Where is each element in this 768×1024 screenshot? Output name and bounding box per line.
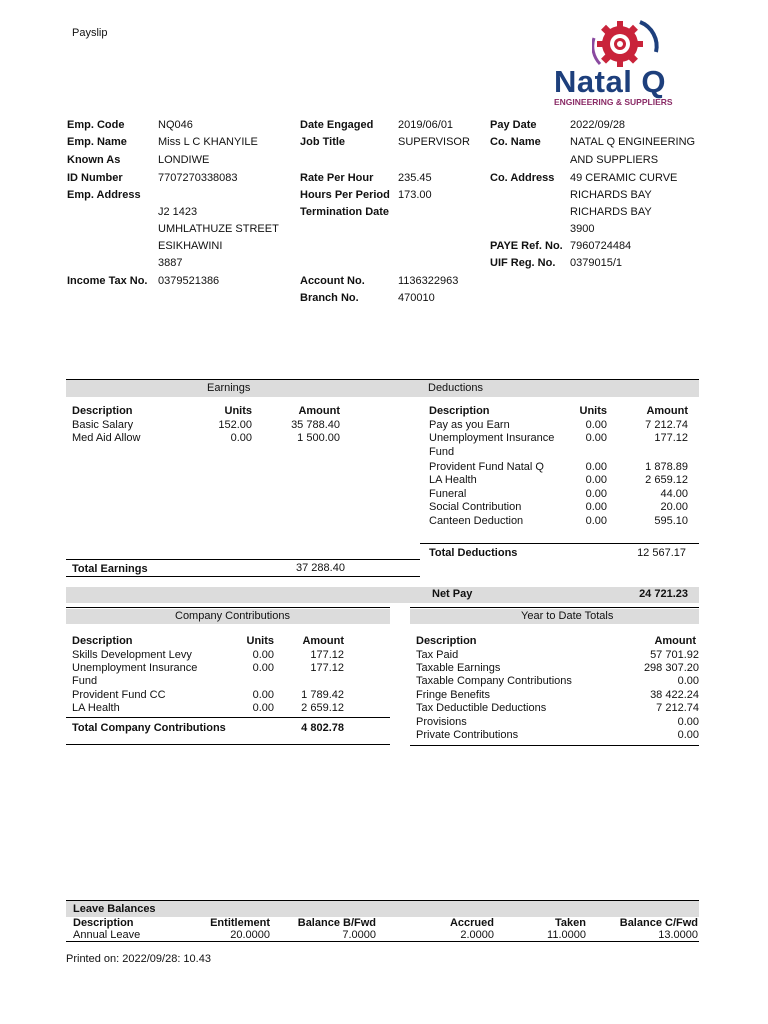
total-deductions-label: Total Deductions (429, 547, 518, 559)
ytd-row-amount: 0.00 (677, 675, 699, 687)
earnings-row-amount: 1 500.00 (297, 432, 340, 444)
deductions-row-units: 0.00 (585, 501, 607, 513)
ytd-row-description: Tax Deductible Deductions (416, 702, 547, 714)
total-earnings-label: Total Earnings (72, 563, 148, 575)
leave-header (66, 901, 699, 917)
ytd-row-description: Fringe Benefits (416, 689, 490, 701)
income-tax-value: 0379521386 (158, 275, 220, 287)
ytd-row-description: Taxable Company Contributions (416, 675, 572, 687)
leave-header-accrued: Accrued (449, 917, 494, 929)
leave-row-accrued: 2.0000 (460, 929, 494, 941)
ytd-row-description: Provisions (416, 716, 467, 728)
printed-on-value: 2022/09/28: 10.43 (122, 953, 211, 965)
ytd-row-amount: 38 422.24 (650, 689, 699, 701)
ytd-row-amount: 298 307.20 (643, 662, 699, 674)
contributions-row-amount: 177.12 (310, 662, 344, 674)
deductions-row-description: Unemployment Insurance (429, 432, 555, 444)
ytd-header-description: Description (416, 635, 477, 647)
earnings-row-description: Basic Salary (72, 419, 134, 431)
earnings-row-amount: 35 788.40 (291, 419, 340, 431)
contributions-row-units: 0.00 (252, 662, 274, 674)
printed-on (66, 953, 211, 965)
contributions-title: Company Contributions (175, 610, 290, 622)
leave-header-entitlement: Entitlement (210, 917, 270, 929)
earnings-row-units: 0.00 (230, 432, 252, 444)
hours-label: Hours Per Period (300, 189, 390, 201)
emp-address-line: UMHLATHUZE STREET (158, 223, 279, 235)
deductions-title: Deductions (428, 382, 484, 394)
deductions-row-amount: 595.10 (654, 515, 688, 527)
contributions-row-description: LA Health (72, 702, 120, 714)
contributions-row-description: Skills Development Levy (72, 649, 192, 661)
earnings-header-description: Description (72, 405, 133, 417)
total-contributions-label: Total Company Contributions (72, 722, 226, 734)
date-engaged-value: 2019/06/01 (398, 119, 454, 131)
leave-row-entitlement: 20.0000 (230, 929, 270, 941)
ytd-row-description: Private Contributions (416, 729, 519, 741)
deductions-row-description: Canteen Deduction (429, 515, 524, 527)
leave-row-description: Annual Leave (73, 929, 141, 941)
contributions-row-units: 0.00 (252, 702, 274, 714)
emp-name-label: Emp. Name (67, 136, 127, 148)
contributions-row-amount: 2 659.12 (301, 702, 344, 714)
leave-row-cfwd: 13.0000 (658, 929, 698, 941)
company-logo (552, 14, 682, 108)
emp-code-label: Emp. Code (67, 119, 125, 131)
leave-header-taken: Taken (555, 917, 586, 929)
paye-value: 7960724484 (570, 240, 632, 252)
branch-value: 470010 (398, 292, 435, 304)
co-name-line: NATAL Q ENGINEERING (570, 136, 696, 148)
date-engaged-label: Date Engaged (300, 119, 374, 131)
rate-value: 235.45 (398, 172, 432, 184)
contributions-header-amount: Amount (302, 635, 344, 647)
deductions-row-amount: 2 659.12 (645, 474, 688, 486)
deductions-row-units: 0.00 (585, 488, 607, 500)
earnings-header-amount: Amount (298, 405, 340, 417)
income-tax-label: Income Tax No. (67, 275, 148, 287)
deductions-row-amount: 177.12 (654, 432, 688, 444)
contributions-row-description: Provident Fund CC (72, 689, 166, 701)
earnings-row-units: 152.00 (218, 419, 252, 431)
contributions-row-units: 0.00 (252, 649, 274, 661)
co-address-line: 3900 (570, 223, 595, 235)
printed-on-label: Printed on: (66, 953, 120, 965)
leave-header-bfwd: Balance B/Fwd (297, 917, 376, 929)
contributions-row-amount: 177.12 (310, 649, 344, 661)
ytd-title: Year to Date Totals (521, 610, 614, 622)
deductions-row-description: Provident Fund Natal Q (429, 461, 544, 473)
ytd-row-amount: 57 701.92 (650, 649, 699, 661)
emp-address-line: J2 1423 (158, 206, 198, 218)
known-as-value: LONDIWE (158, 154, 210, 166)
emp-address-label: Emp. Address (67, 189, 141, 201)
net-pay-label: Net Pay (432, 588, 473, 600)
pay-date-value: 2022/09/28 (570, 119, 626, 131)
leave-header-description: Description (73, 917, 134, 929)
deductions-row-description: LA Health (429, 474, 477, 486)
logo-tagline: ENGINEERING & SUPPLIERS (554, 97, 673, 107)
contributions-row-description-cont: Fund (72, 675, 98, 687)
deductions-row-units: 0.00 (585, 515, 607, 527)
hours-value: 173.00 (398, 189, 432, 201)
contributions-row-description: Unemployment Insurance (72, 662, 198, 674)
deductions-row-amount: 1 878.89 (645, 461, 688, 473)
uif-value: 0379015/1 (570, 257, 622, 269)
ytd-row-amount: 0.00 (677, 716, 699, 728)
contributions-header-description: Description (72, 635, 133, 647)
ytd-row-amount: 0.00 (677, 729, 699, 741)
deductions-row-amount: 20.00 (660, 501, 688, 513)
account-value: 1136322963 (398, 275, 459, 287)
id-number-label: ID Number (67, 172, 123, 184)
leave-row-bfwd: 7.0000 (342, 929, 376, 941)
earnings-title: Earnings (207, 382, 251, 394)
deductions-row-amount: 7 212.74 (645, 419, 688, 431)
emp-name-value: Miss L C KHANYILE (158, 136, 258, 148)
earnings-total-rule (66, 559, 420, 560)
net-pay-value: 24 721.23 (639, 588, 688, 600)
deductions-row-description: Pay as you Earn (429, 419, 510, 431)
leave-title: Leave Balances (73, 903, 156, 915)
earnings-header-units: Units (224, 405, 252, 417)
deductions-row-amount: 44.00 (660, 488, 688, 500)
job-title-label: Job Title (300, 136, 346, 148)
deductions-row-units: 0.00 (585, 432, 607, 444)
uif-label: UIF Reg. No. (490, 257, 556, 269)
ytd-header-amount: Amount (654, 635, 696, 647)
total-deductions-value: 12 567.17 (637, 547, 686, 559)
branch-label: Branch No. (300, 292, 359, 304)
deductions-row-units: 0.00 (585, 461, 607, 473)
deductions-row-description: Social Contribution (429, 501, 522, 513)
deductions-row-units: 0.00 (585, 474, 607, 486)
co-name-label: Co. Name (490, 136, 541, 148)
deductions-row-description: Funeral (429, 488, 467, 500)
logo-name: Natal Q (554, 64, 667, 99)
total-earnings-value: 37 288.40 (296, 562, 345, 574)
contributions-header-units: Units (246, 635, 274, 647)
total-contributions-value: 4 802.78 (301, 722, 344, 734)
co-address-line: 49 CERAMIC CURVE (570, 172, 678, 184)
ytd-row-description: Tax Paid (416, 649, 459, 661)
account-label: Account No. (300, 275, 365, 287)
ytd-row-description: Taxable Earnings (416, 662, 501, 674)
leave-header-cfwd: Balance C/Fwd (619, 917, 698, 929)
leave-row-taken: 11.0000 (547, 929, 586, 941)
deductions-row-units: 0.00 (585, 419, 607, 431)
earnings-row-description: Med Aid Allow (72, 432, 141, 444)
deductions-total-rule (420, 543, 699, 544)
deductions-header-units: Units (579, 405, 607, 417)
earnings-deductions-header (66, 379, 699, 397)
rate-label: Rate Per Hour (300, 172, 374, 184)
deductions-row-description-cont: Fund (429, 446, 455, 458)
deductions-header-amount: Amount (646, 405, 688, 417)
emp-address-line: ESIKHAWINI (158, 240, 223, 252)
co-address-line: RICHARDS BAY (570, 189, 652, 201)
gear-logo-icon (592, 14, 672, 70)
ytd-row-amount: 7 212.74 (656, 702, 699, 714)
known-as-label: Known As (67, 154, 121, 166)
emp-code-value: NQ046 (158, 119, 193, 131)
deductions-header-description: Description (429, 405, 490, 417)
paye-label: PAYE Ref. No. (490, 240, 563, 252)
pay-date-label: Pay Date (490, 119, 537, 131)
co-address-label: Co. Address (490, 172, 555, 184)
job-title-value: SUPERVISOR (398, 136, 470, 148)
contributions-row-units: 0.00 (252, 689, 274, 701)
co-name-line: AND SUPPLIERS (570, 154, 659, 166)
emp-address-line: 3887 (158, 257, 183, 269)
termination-label: Termination Date (300, 206, 390, 218)
contributions-row-amount: 1 789.42 (301, 689, 344, 701)
id-number-value: 7707270338083 (158, 172, 238, 184)
document-title: Payslip (72, 27, 108, 39)
co-address-line: RICHARDS BAY (570, 206, 652, 218)
